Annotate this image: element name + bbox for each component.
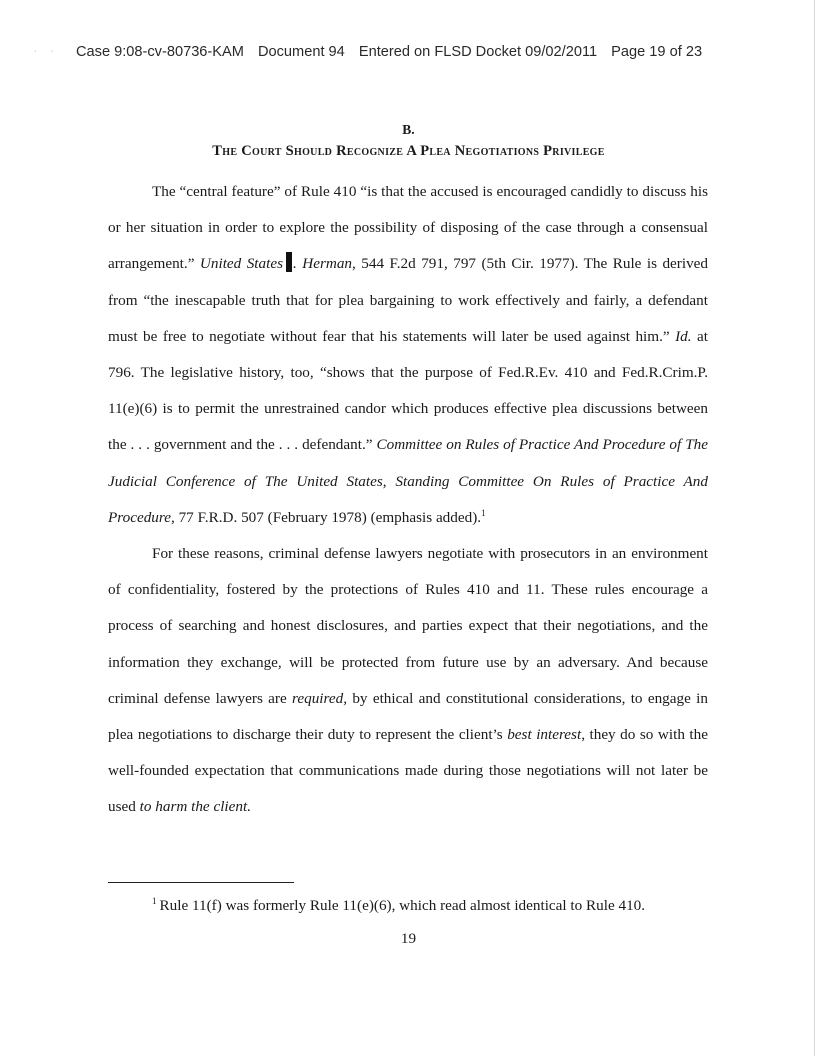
redaction-mark (286, 252, 292, 272)
p2-text-1: For these reasons, criminal defense lawyers negotiate with prosecutors in an environment of confidentiality, fostered by the protections of Rules 410 and 11. These rules encourage a process of searching and honest disclosures, and parties expect that their negotiations, and the information they exchange, will be protected from future use by an adversary. And because criminal defense lawyers are (108, 545, 708, 707)
p1-text-2: , 544 F.2d 791, 797 (5th Cir. 1977). The Rule is derived from “the inescapable truth that for plea bargaining to work effectively and fairly, a defendant must be free to negotiate without fear that his statements will later be used against him.” (108, 255, 709, 345)
footnote-rule (108, 882, 294, 883)
footnote (152, 896, 712, 916)
p1-text-1: The “central feature” of Rule 410 “is that the accused is encouraged candidly to discuss his or her situation in order to explore the possibility of disposing of the case through a consensual arrangement.” (108, 183, 708, 273)
case-name-b: . Herman (292, 255, 353, 273)
committee-cite: Committee on Rules of Practice And Procedure of The Judicial Conference of The United States, Standing Committee On Rules of Practice And Procedure (108, 436, 708, 526)
case-name-a: United States (199, 255, 283, 273)
scan-specks: · · (34, 47, 60, 56)
footnote-number: 1 (152, 895, 157, 906)
docket-header (76, 44, 712, 60)
p1-text-4: , 77 F.R.D. 507 (February 1978) (emphasis added). (170, 508, 482, 526)
paragraph-1 (108, 174, 708, 536)
p1-text-3: at 796. The legislative history, too, “shows that the purpose of Fed.R.Ev. 410 and Fed.R.Crim.P. 11(e)(6) is to permit the unrestrained candor which produces effective plea discussions between the . . . government and the . . . defendant.” (108, 327, 708, 454)
section-letter: B. (402, 122, 415, 137)
p2-text-2: by ethical and constitutional considerations, to engage in plea negotiations to discharge their duty to represent the client’s (108, 689, 708, 744)
body-text (108, 174, 708, 826)
footnote-ref: 1 (481, 507, 486, 518)
section-title: The Court Should Recognize A Plea Negotiations Privilege (212, 143, 605, 159)
case-number: Case 9:08-cv-80736-KAM (76, 44, 244, 60)
best-interest-emphasis: best interest (507, 726, 582, 744)
document-number: Document 94 (257, 44, 345, 60)
entered-date: Entered on FLSD Docket 09/02/2011 (358, 44, 598, 60)
footnote-text: Rule 11(f) was formerly Rule 11(e)(6), which read almost identical to Rule 410. (159, 897, 646, 914)
required-emphasis: required, (292, 689, 348, 707)
p2-text-3: , they do so with the well-founded expectation that communications made during those negotiations will not later be used (108, 726, 708, 816)
id-cite: Id. (675, 327, 692, 345)
page-of: Page 19 of 23 (611, 44, 703, 60)
harm-emphasis: to harm the client. (139, 798, 251, 816)
page-number: 19 (400, 930, 417, 947)
paragraph-2 (108, 536, 708, 826)
